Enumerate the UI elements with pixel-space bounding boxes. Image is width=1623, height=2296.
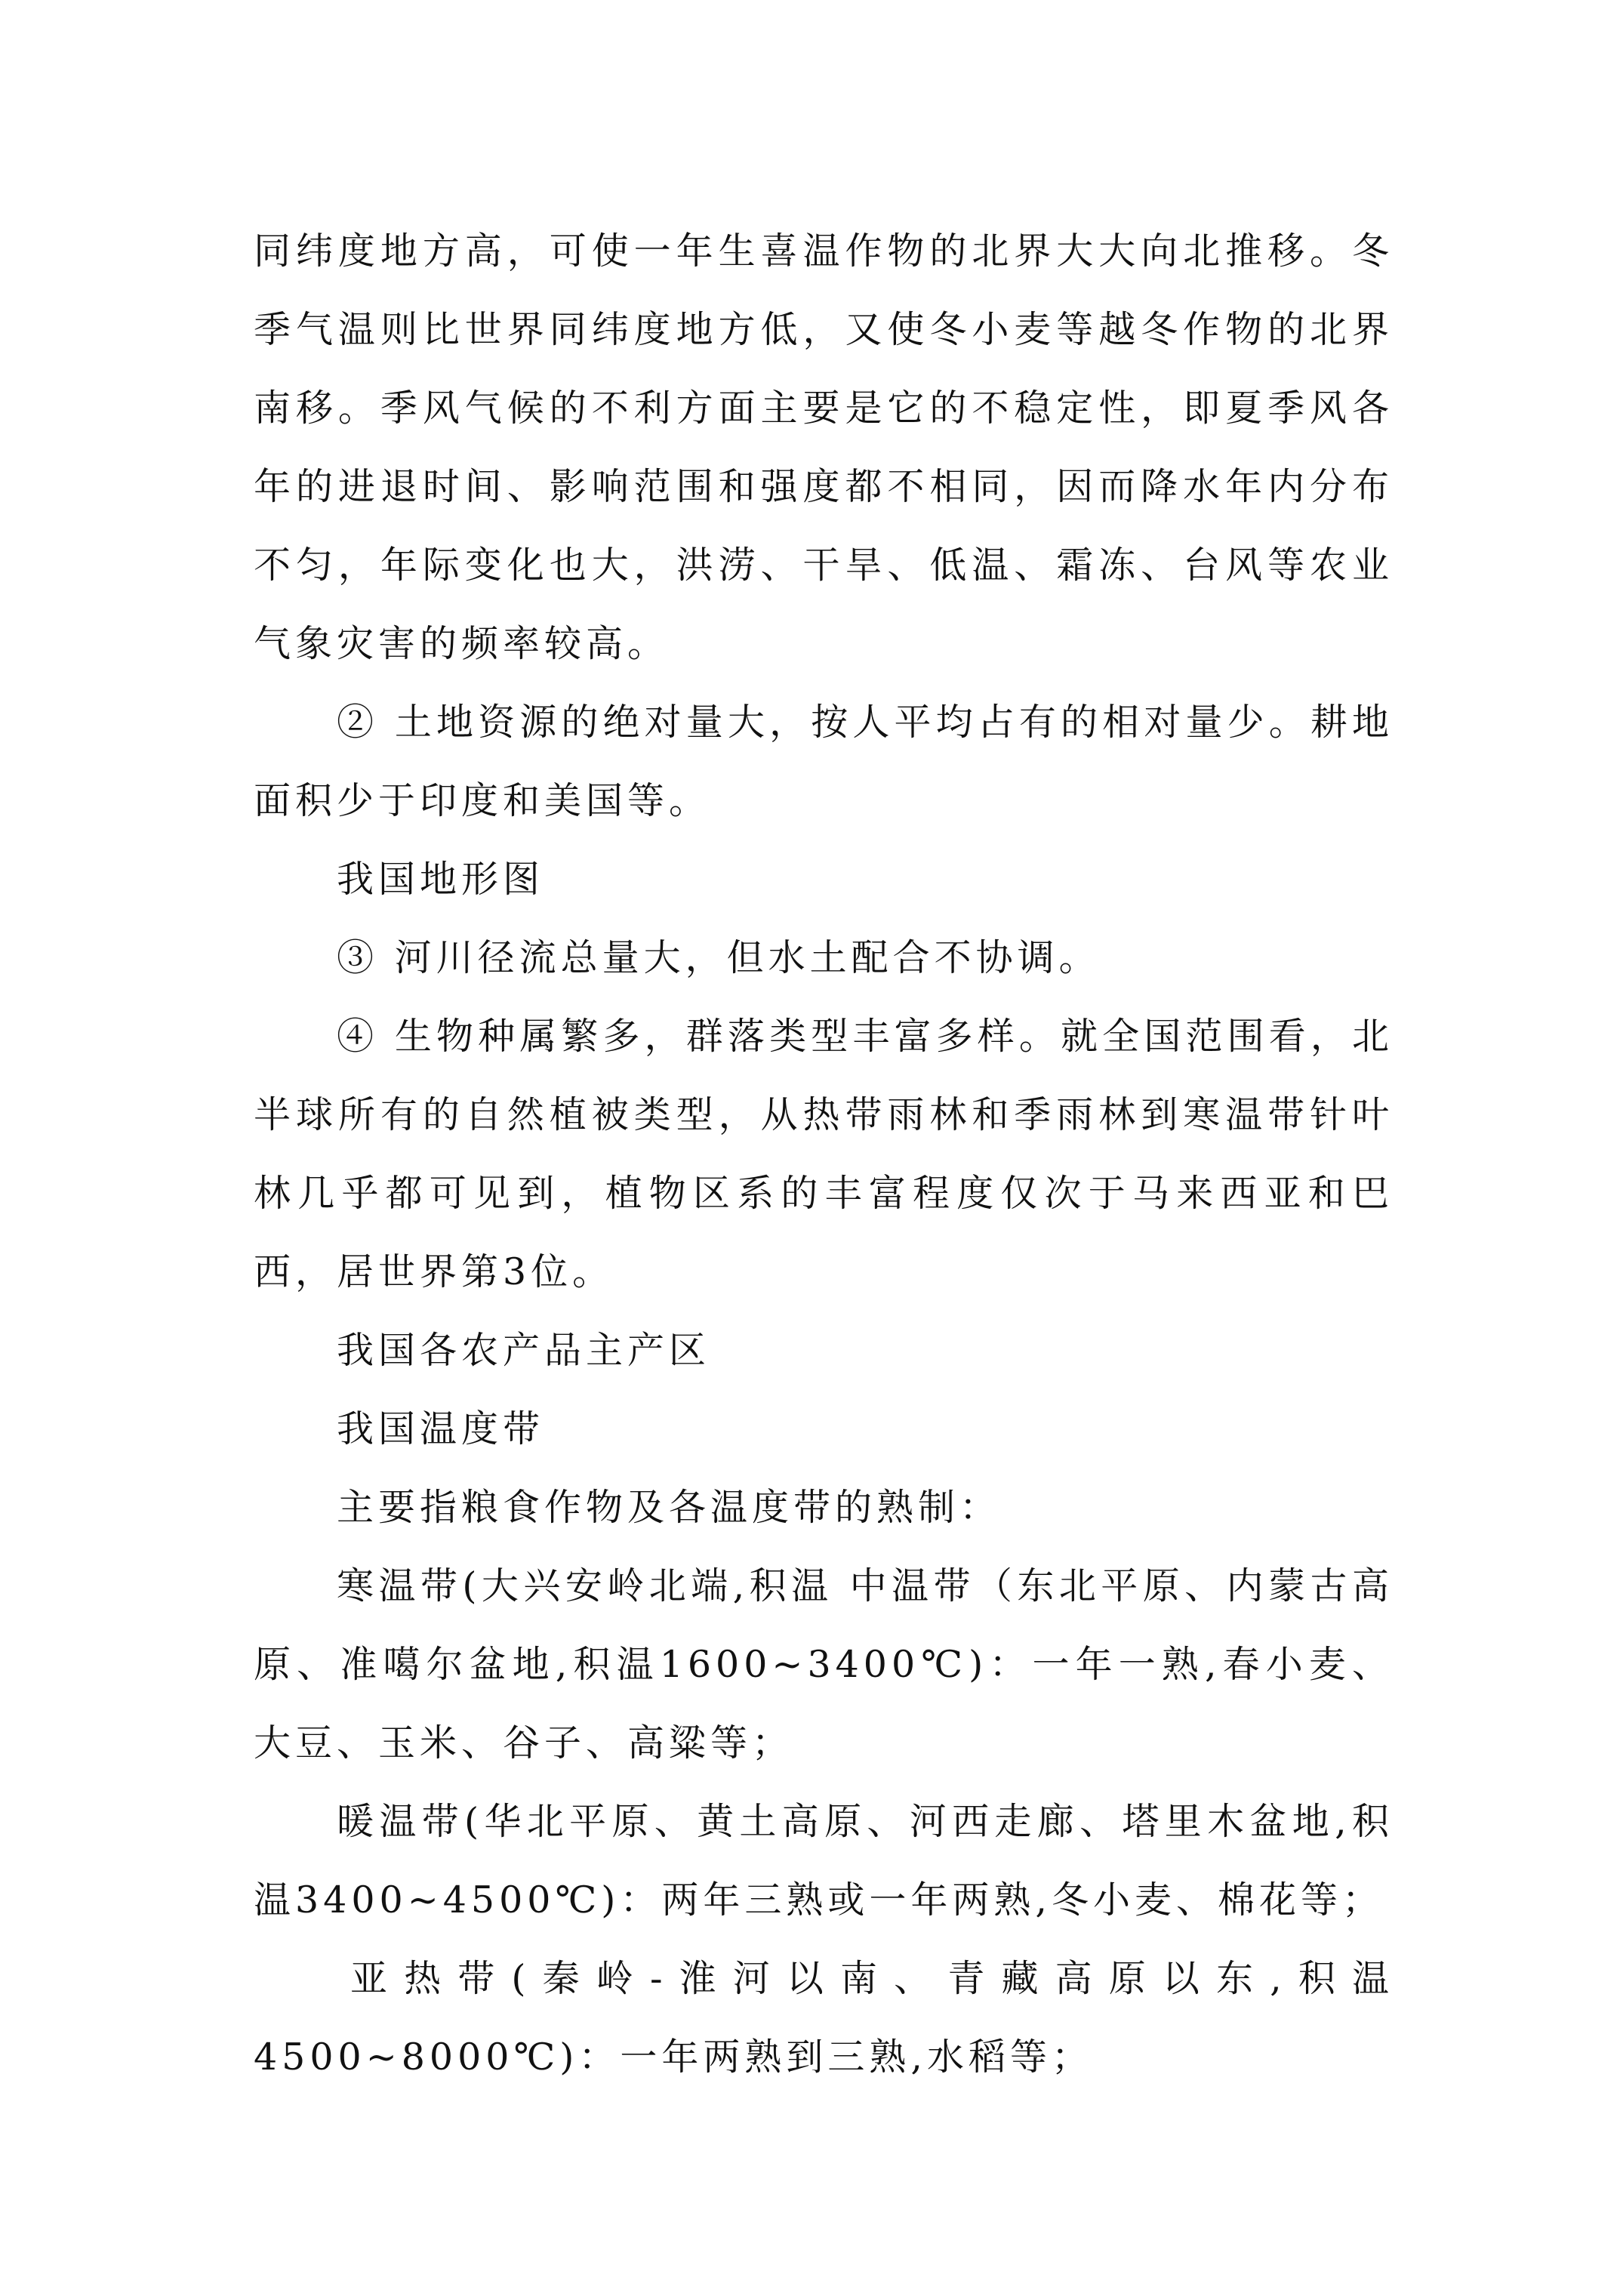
paragraph-crop-intro: 主要指粮食作物及各温度带的熟制：	[337, 1486, 1002, 1529]
document-body	[254, 212, 1394, 2097]
paragraph-warm-temperate: 暖温带(华北平原、黄土高原、河西走廊、塔里木盆地,积温3400~4500℃)：两年三熟或一年两熟,冬小麦、棉花等；	[254, 1800, 1394, 1922]
paragraph-river-runoff: ③ 河川径流总量大，但水土配合不协调。	[337, 936, 1101, 979]
figure-caption-temperature-zones: 我国温度带	[337, 1407, 545, 1450]
paragraph-subtropical: 亚热带(秦岭-淮河以南、青藏高原以东,积温4500~8000℃)：一年两熟到三熟,水稻等；	[254, 1957, 1394, 2079]
paragraph-monsoon-climate: 同纬度地方高，可使一年生喜温作物的北界大大向北推移。冬季气温则比世界同纬度地方低，又使冬小麦等越冬作物的北界南移。季风气候的不利方面主要是它的不稳定性，即夏季风各年的进退时间、影响范围和强度都不相同，因而降水年内分布不匀，年际变化也大，洪涝、干旱、低温、霜冻、台风等农业气象灾害的频率较高。	[254, 230, 1394, 665]
figure-caption-terrain-map: 我国地形图	[337, 858, 545, 901]
paragraph-biological-species: ④ 生物种属繁多，群落类型丰富多样。就全国范围看，北半球所有的自然植被类型，从热带雨林和季雨林到寒温带针叶林几乎都可见到，植物区系的丰富程度仅次于马来西亚和巴西，居世界第3位。	[254, 1015, 1394, 1293]
figure-caption-agricultural-regions: 我国各农产品主产区	[337, 1329, 711, 1372]
paragraph-cold-middle-temperate: 寒温带(大兴安岭北端,积温 中温带（东北平原、内蒙古高原、准噶尔盆地,积温1600~3400℃)：一年一熟,春小麦、大豆、玉米、谷子、高粱等；	[254, 1564, 1394, 1764]
paragraph-land-resources: ② 土地资源的绝对量大，按人平均占有的相对量少。耕地面积少于印度和美国等。	[254, 701, 1394, 822]
